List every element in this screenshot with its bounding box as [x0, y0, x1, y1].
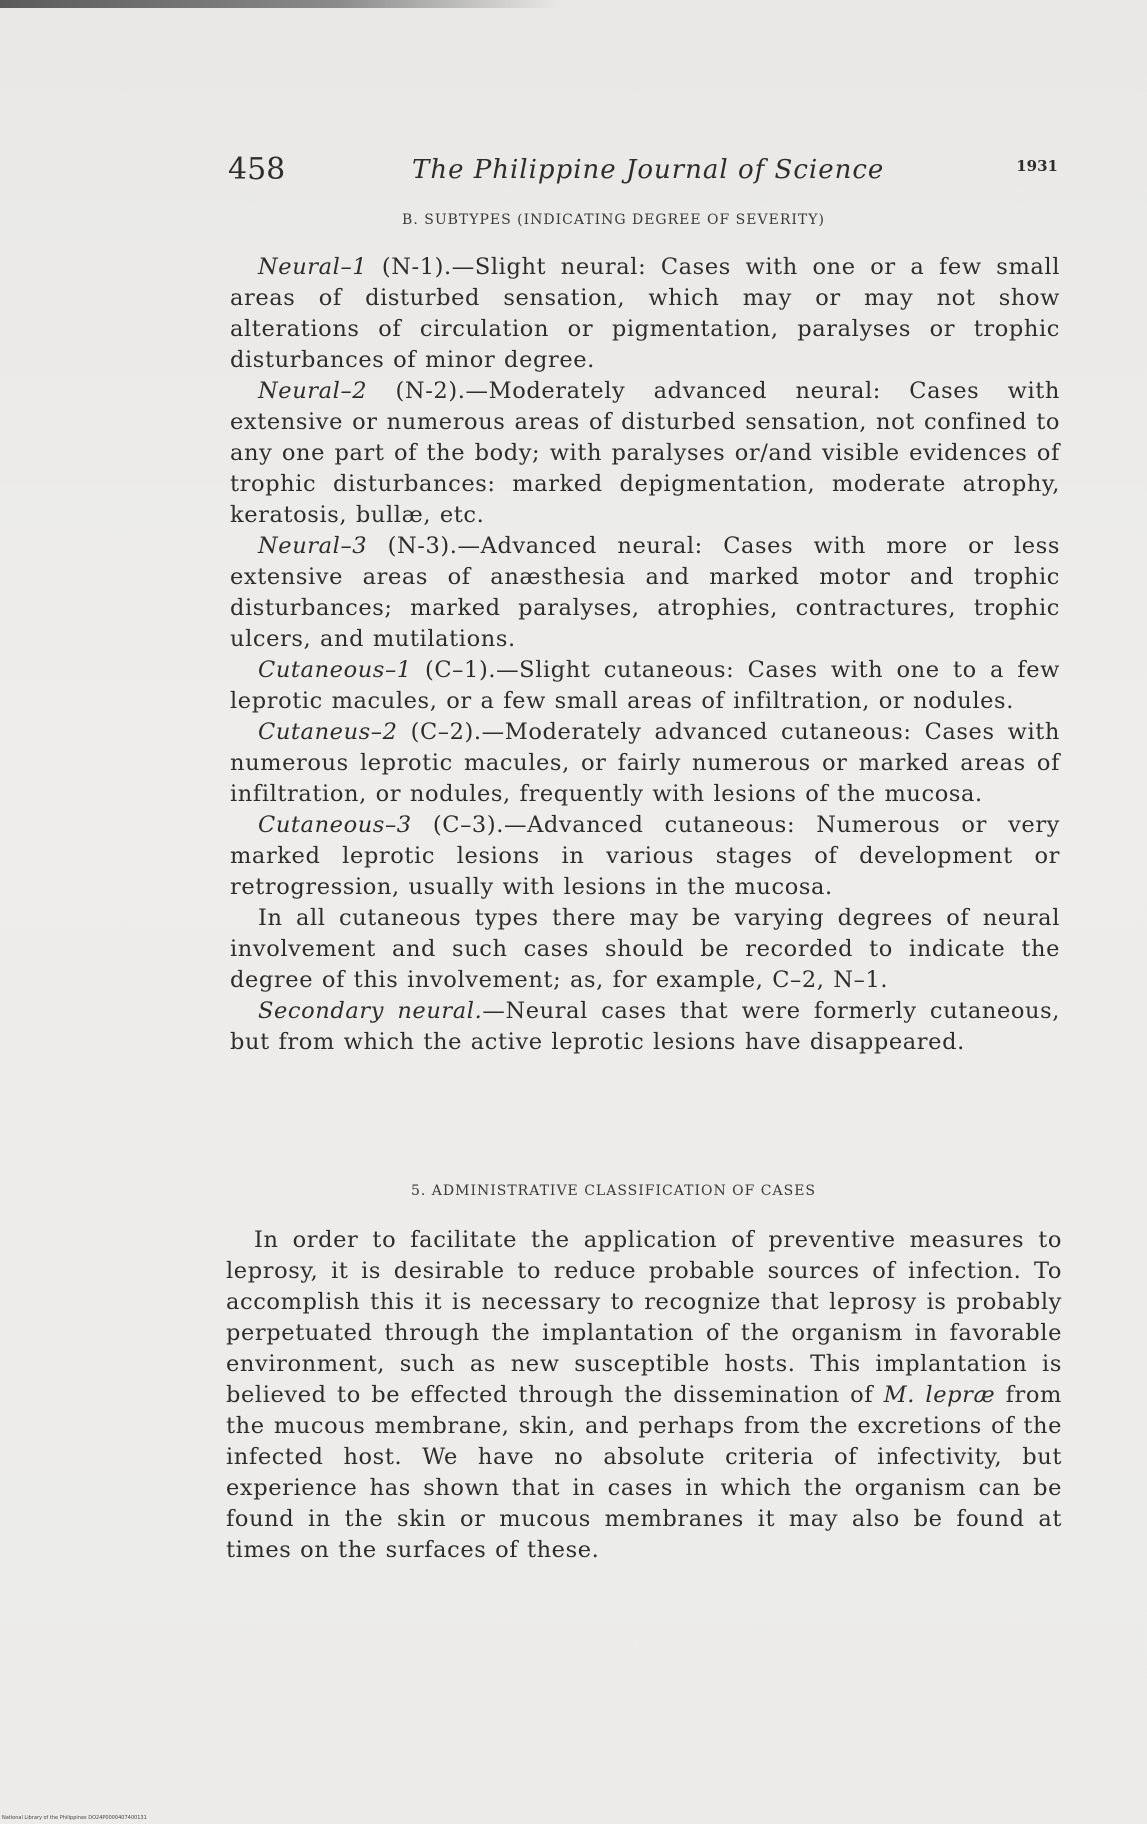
- paragraph-neural-2: [230, 376, 1060, 531]
- term-neural-1: Neural–1: [258, 254, 368, 280]
- archive-footer-note: National Library of the Philippines DO24P0000407400131: [2, 1815, 147, 1821]
- paragraph-cutaneous-3: [230, 810, 1060, 903]
- definition-cutaneous-3: (C–3).—Advanced cutaneous: Numerous or very marked leprotic lesions in various stages of development or retrogression, usually with lesions in the mucosa.: [230, 812, 1060, 900]
- publication-year: 1931: [1016, 157, 1058, 175]
- administrative-text-start: In order to facilitate the application of preventive measures to leprosy, it is desirable to reduce probable sources of infection. To accomplish this it is necessary to recognize that leprosy is probably perpetuated through the implantation of the organism in favorable environment, such as new susceptible hosts. This implantation is believed to be effected through the dissemination of: [226, 1227, 1062, 1408]
- paragraph-neural-3: [230, 531, 1060, 655]
- definition-cutaneous-2: (C–2).—Moderately advanced cutaneous: Cases with numerous leprotic macules, or fairly numerous or marked areas of infiltration, or nodules, frequently with lesions of the mucosa.: [230, 719, 1060, 807]
- scan-edge-shadow: [0, 0, 560, 8]
- organism-name: M. lepræ: [883, 1382, 996, 1408]
- paragraph-cutaneous-1: [230, 655, 1060, 717]
- section-heading-subtypes: B. SUBTYPES (INDICATING DEGREE OF SEVERITY): [402, 212, 825, 228]
- term-cutaneous-2: Cutaneus–2: [258, 719, 398, 745]
- term-secondary-neural: Secondary neural.: [258, 998, 483, 1024]
- running-header: [228, 152, 1058, 202]
- term-cutaneous-3: Cutaneous–3: [258, 812, 412, 838]
- term-neural-2: Neural–2: [258, 378, 368, 404]
- paragraph-neural-1: [230, 252, 1060, 376]
- paragraph-cutaneous-types-note: [230, 903, 1060, 996]
- journal-title: The Philippine Journal of Science: [412, 155, 885, 185]
- definition-neural-2: (N-2).—Moderately advanced neural: Cases with extensive or numerous areas of disturbed sensation, not confined to any one part of the body; with paralyses or/and visible evidences of trophic disturbances: marked depigmentation, moderate atrophy, keratosis, bullæ, etc.: [230, 378, 1060, 528]
- page-number: 458: [228, 152, 286, 187]
- definition-neural-1: (N-1).—Slight neural: Cases with one or a few small areas of disturbed sensation, which may or may not show alterations of circulation or pigmentation, paralyses or trophic disturbances of minor degree.: [230, 254, 1060, 373]
- administrative-text: [226, 1225, 1062, 1566]
- section-heading-administrative: 5. ADMINISTRATIVE CLASSIFICATION OF CASES: [410, 1183, 817, 1199]
- paragraph-cutaneous-2: [230, 717, 1060, 810]
- definition-cutaneous-1: (C–1).—Slight cutaneous: Cases with one to a few leprotic macules, or a few small areas of infiltration, or nodules.: [230, 657, 1060, 714]
- administrative-text-end: from the mucous membrane, skin, and perhaps from the excretions of the infected host. We have no absolute criteria of infectivity, but experience has shown that in cases in which the organism can be found in the skin or mucous membranes it may also be found at times on the surfaces of these.: [226, 1382, 1062, 1563]
- term-cutaneous-1: Cutaneous–1: [258, 657, 412, 683]
- definition-neural-3: (N-3).—Advanced neural: Cases with more or less extensive areas of anæsthesia and marked motor and trophic disturbances; marked paralyses, atrophies, contractures, trophic ulcers, and mutilations.: [230, 533, 1060, 652]
- paragraph-secondary-neural: [230, 996, 1060, 1058]
- paragraph-administrative: [226, 1225, 1062, 1566]
- cutaneous-types-note: In all cutaneous types there may be varying degrees of neural involvement and such cases should be recorded to indicate the degree of this involvement; as, for example, C–2, N–1.: [230, 905, 1060, 993]
- definition-secondary-neural: —Neural cases that were formerly cutaneous, but from which the active leprotic lesions have disappeared.: [230, 998, 1061, 1055]
- subtypes-text: [230, 252, 1060, 1058]
- term-neural-3: Neural–3: [258, 533, 368, 559]
